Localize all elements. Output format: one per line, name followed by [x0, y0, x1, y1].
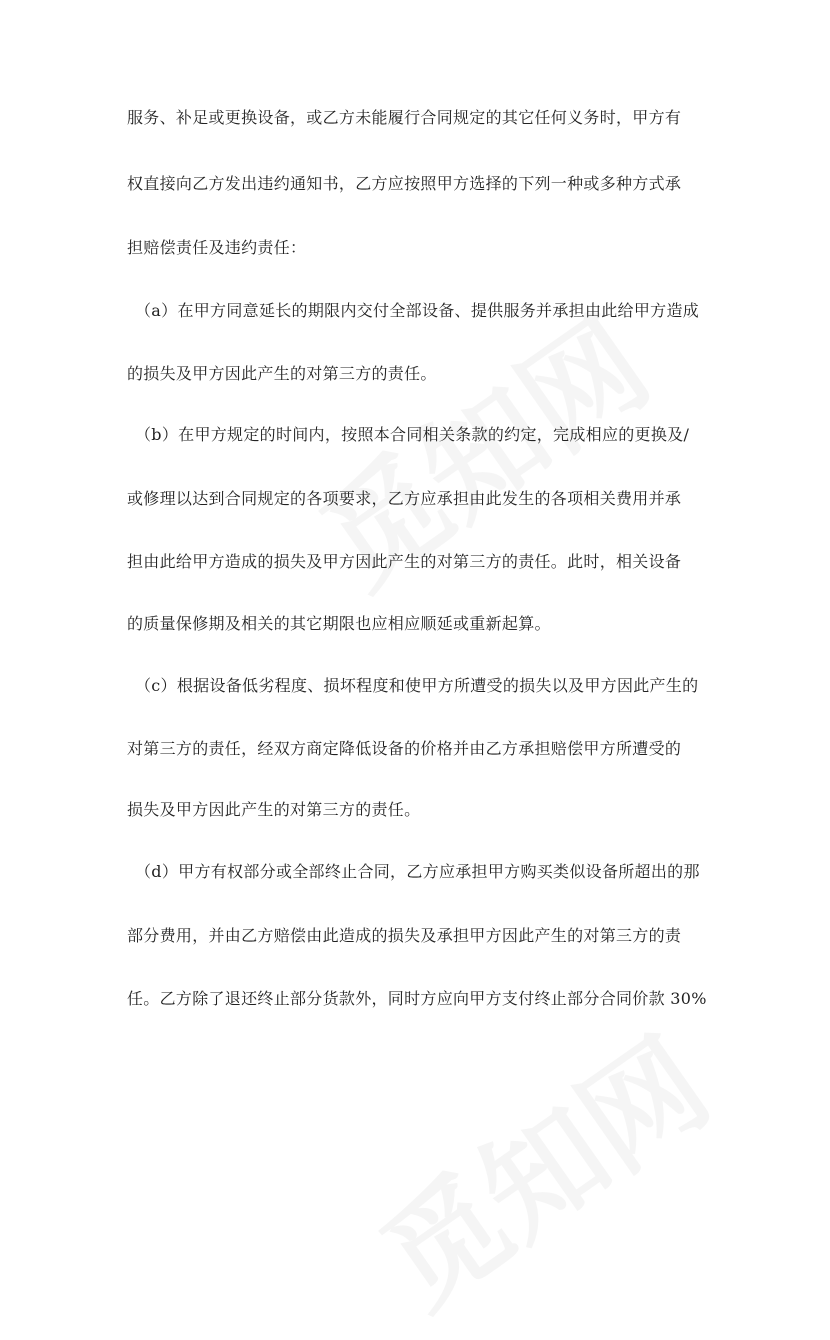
text-line-3: 担赔偿责任及违约责任： [127, 238, 307, 257]
text-line-1: 服务、补足或更换设备，或乙方未能履行合同规定的其它任何义务时，甲方有 [127, 108, 682, 127]
watermark-bottom [343, 992, 737, 1339]
text-line-12: 损失及甲方因此产生的对第三方的责任。 [127, 800, 421, 819]
text-line-11: 对第三方的责任，经双方商定降低设备的价格并由乙方承担赔偿甲方所遭受的 [127, 739, 682, 758]
text-line-6: （b）在甲方规定的时间内，按照本合同相关条款的约定，完成相应的更换及/ [135, 425, 690, 444]
text-line-5: 的损失及甲方因此产生的对第三方的责任。 [127, 364, 437, 383]
text-line-14: 部分费用，并由乙方赔偿由此造成的损失及承担甲方因此产生的对第三方的责 [127, 926, 682, 945]
text-line-7: 或修理以达到合同规定的各项要求，乙方应承担由此发生的各项相关费用并承 [127, 489, 682, 508]
text-line-15: 任。乙方除了退还终止部分货款外，同时方应向甲方支付终止部分合同价款 30% [127, 989, 707, 1008]
text-line-10: （c）根据设备低劣程度、损坏程度和使甲方所遭受的损失以及甲方因此产生的 [135, 676, 699, 695]
text-line-8: 担由此给甲方造成的损失及甲方因此产生的对第三方的责任。此时，相关设备 [127, 552, 682, 571]
text-line-9: 的质量保修期及相关的其它期限也应相应顺延或重新起算。 [127, 614, 551, 633]
text-line-13: （d）甲方有权部分或全部终止合同，乙方应承担甲方购买类似设备所超出的那 [135, 862, 700, 881]
text-line-2: 权直接向乙方发出违约通知书，乙方应按照甲方选择的下列一种或多种方式承 [127, 174, 682, 193]
text-line-4: （a）在甲方同意延长的期限内交付全部设备、提供服务并承担由此给甲方造成 [135, 301, 700, 320]
